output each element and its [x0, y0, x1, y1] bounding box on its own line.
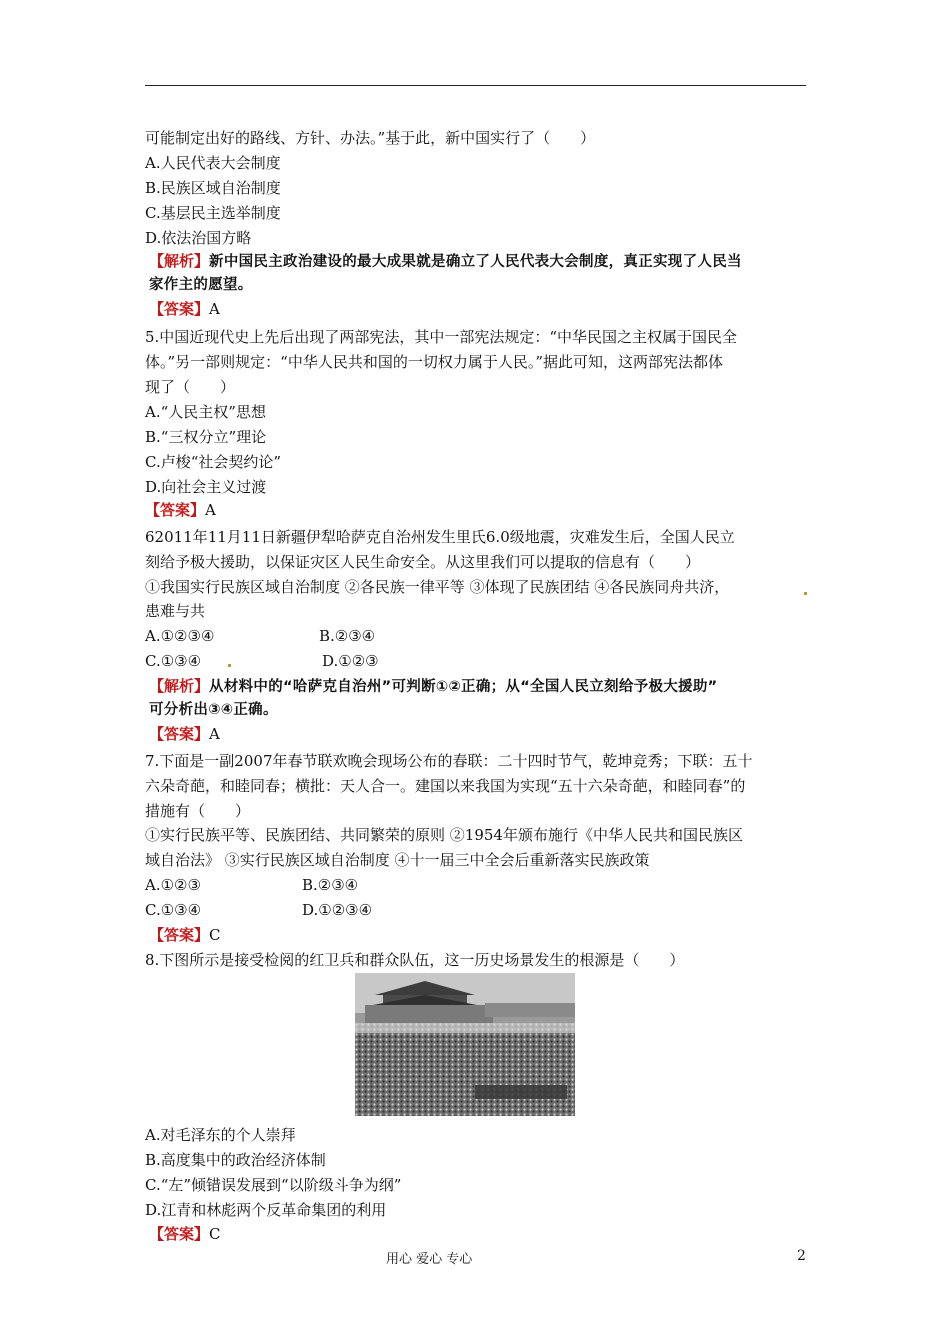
option-d: D.江青和林彪两个反革命集团的利用 — [145, 1201, 387, 1219]
answer-value: C — [209, 1225, 221, 1243]
answer-line — [149, 1224, 221, 1244]
question-7-cont: 措施有（ ） — [145, 802, 251, 820]
stray-mark — [228, 664, 231, 667]
question-7: 7.下面是一副2007年春节联欢晚会现场公布的春联：二十四时节气，乾坤竞秀；下联：五十 — [145, 752, 753, 770]
photo-illustration — [355, 973, 575, 1116]
analysis-tag: 【解析】 — [149, 252, 210, 270]
option-c: C.基层民主选举制度 — [145, 204, 281, 222]
question-6-statements: ①我国实行民族区域自治制度 ②各民族一律平等 ③体现了民族团结 ④各民族同舟共济， — [145, 578, 730, 596]
analysis-text: 从材料中的“哈萨克自治州”可判断①②正确；从“全国人民立刻给予极大援助” — [209, 679, 718, 695]
answer-tag: 【答案】 — [149, 725, 210, 743]
question-5: 5.中国近现代史上先后出现了两部宪法，其中一部宪法规定：“中华民国之主权属于国民全 — [145, 328, 737, 346]
option-b: B.“三权分立”理论 — [145, 428, 267, 446]
question-6: 62011年11月11日新疆伊犁哈萨克自治州发生里氏6.0级地震，灾难发生后，全国人民立 — [145, 528, 735, 546]
answer-value: A — [209, 725, 220, 743]
option-d: D.向社会主义过渡 — [145, 478, 267, 496]
answer-tag: 【答案】 — [145, 501, 206, 519]
option-b: B.高度集中的政治经济体制 — [145, 1151, 326, 1169]
option-c: C.卢梭“社会契约论” — [145, 453, 282, 471]
question-5-cont: 现了（ ） — [145, 378, 236, 396]
analysis-text-cont: 家作主的愿望。 — [149, 277, 253, 293]
answer-value: C — [209, 926, 221, 944]
option-d: D.依法治国方略 — [145, 229, 252, 247]
question-5-cont: 体。”另一部则规定：“中华人民共和国的一切权力属于人民。”据此可知，这两部宪法都体 — [145, 353, 724, 371]
answer-line — [149, 724, 220, 744]
option-a: A.“人民主权”思想 — [145, 403, 266, 421]
option-a: A.人民代表大会制度 — [145, 154, 281, 172]
answer-value: A — [209, 300, 220, 318]
footer-slogan: 用心 爱心 专心 — [386, 1252, 473, 1267]
question-7-statements: ①实行民族平等、民族团结、共同繁荣的原则 ②1954年颁布施行《中华人民共和国民族区 — [145, 826, 743, 844]
option-a: A.①②③④ — [145, 627, 215, 645]
analysis-line — [149, 251, 742, 272]
option-c: C.“左”倾错误发展到“以阶级斗争为纲” — [145, 1176, 402, 1194]
question-6-cont: 刻给予极大援助，以保证灾区人民生命安全。从这里我们可以提取的信息有（ ） — [145, 553, 701, 571]
answer-line — [149, 299, 220, 319]
analysis-line — [149, 676, 718, 697]
question-6-statements-cont: 患难与共 — [145, 602, 206, 620]
answer-value: A — [205, 501, 216, 519]
option-a: A.①②③ — [145, 876, 201, 894]
option-b: B.②③④ — [319, 627, 376, 645]
tiananmen-parade-photo — [355, 973, 575, 1116]
question-7-cont: 六朵奇葩，和睦同春；横批：天人合一。建国以来我国为实现“五十六朵奇葩，和睦同春”的 — [145, 777, 746, 795]
answer-tag: 【答案】 — [149, 300, 210, 318]
answer-line — [145, 500, 216, 520]
option-b: B.民族区域自治制度 — [145, 179, 281, 197]
question-text: 可能制定出好的路线、方针、办法。”基于此，新中国实行了（ ） — [145, 129, 596, 147]
option-b: B.②③④ — [302, 876, 359, 894]
answer-tag: 【答案】 — [149, 1225, 210, 1243]
option-d: D.①②③④ — [302, 901, 373, 919]
option-c: C.①③④ — [145, 652, 202, 670]
analysis-text: 新中国民主政治建设的最大成果就是确立了人民代表大会制度，真正实现了人民当 — [209, 254, 742, 270]
page-number: 2 — [797, 1248, 806, 1264]
analysis-tag: 【解析】 — [149, 677, 210, 695]
option-a: A.对毛泽东的个人崇拜 — [145, 1126, 296, 1144]
option-c: C.①③④ — [145, 901, 202, 919]
question-7-statements-cont: 域自治法》 ③实行民族区域自治制度 ④十一届三中全会后重新落实民族政策 — [145, 851, 650, 869]
question-8: 8.下图所示是接受检阅的红卫兵和群众队伍，这一历史场景发生的根源是（ ） — [145, 951, 685, 969]
stray-mark — [804, 592, 807, 595]
answer-tag: 【答案】 — [149, 926, 210, 944]
option-d: D.①②③ — [322, 652, 379, 670]
header-rule — [145, 85, 806, 86]
analysis-text-cont: 可分析出③④正确。 — [149, 702, 278, 718]
answer-line — [149, 925, 221, 945]
